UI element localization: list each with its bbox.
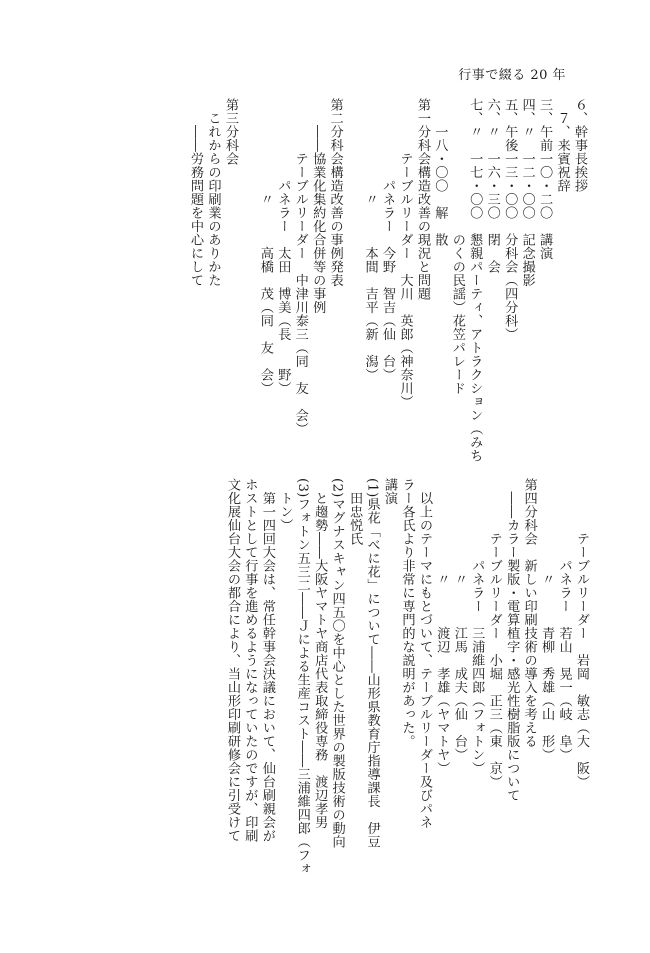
text-line: 第四分科会 新しい印刷技術の導入を考える xyxy=(521,478,537,748)
text-line: ――労務問題を中心にして xyxy=(188,98,204,287)
text-line: 五、午後一三・〇〇 分科会（四分科） xyxy=(502,98,518,341)
text-line xyxy=(239,98,256,468)
text-line: テーブルリーダー 中津川泰三（同 友 会） xyxy=(292,98,308,436)
text-line: パネラー 若山 晃一（岐 阜） xyxy=(556,478,572,762)
text-line: 第一四回大会は、常任幹事会決議において、仙台刷親会が xyxy=(259,478,275,843)
text-line: 六、〃 一六・三〇 閉 会 xyxy=(484,98,500,274)
text-line: パネラー 太田 博美（長 野） xyxy=(275,98,291,395)
text-line: 第二分科会構造改善の事例発表 xyxy=(327,98,343,287)
text-line: パネラー 三浦維四郎（フォトン） xyxy=(469,478,485,775)
text-line: これからの印刷業のありかた xyxy=(205,98,221,287)
lower-text-block xyxy=(223,478,590,876)
text-line: ――カラー製版・電算植字・感光性樹脂版について xyxy=(504,478,520,802)
text-line: 文化展仙台大会の都合により、当山形印刷研修会に引受けて xyxy=(224,478,240,843)
text-line: のくの民謡）花笠パレード xyxy=(449,98,465,395)
text-line: 講演 xyxy=(382,478,398,505)
text-line: 一八・〇〇 解 散 xyxy=(432,98,448,247)
text-line: トン） xyxy=(277,478,293,532)
running-header: 行事で綴る 20 年 xyxy=(458,68,566,83)
text-line: 田忠悦氏 xyxy=(347,478,363,546)
text-line: 第三分科会 xyxy=(222,98,238,166)
text-line: (3)フォトン五三二――Ｊによる生産コスト――三浦維四郎（フォ xyxy=(294,478,310,876)
text-line: ホストとして行事を進めるようになっていたのですが、印刷 xyxy=(242,478,258,843)
text-line: 〃 渡辺 孝雄（ヤマトヤ） xyxy=(434,478,450,775)
text-line: ――協業化集約化合併等の事例 xyxy=(310,98,326,314)
text-line: ラー各氏より非常に専門的な説明があった。 xyxy=(399,478,415,748)
text-line: 第一分科会構造改善の現況と問題 xyxy=(414,98,430,301)
text-line xyxy=(344,98,361,468)
text-line: ６、幹事長挨拶 xyxy=(572,98,587,193)
text-line: 〃 青柳 秀雄（山 形） xyxy=(539,478,555,762)
text-line: パネラー 今野 智吉（仙 台） xyxy=(380,98,396,382)
text-line: ７、来賓祝辞 xyxy=(554,98,570,193)
text-line: 四、〃 一二・〇〇 記念撮影 xyxy=(519,98,535,287)
text-line: 〃 江馬 成夫（仙 台） xyxy=(451,478,467,762)
text-line: (1)県花「べに花」について――山形県教育庁指導課長 伊豆 xyxy=(364,478,380,849)
text-line: 〃 本間 吉平（新 潟） xyxy=(362,98,378,382)
text-line: 三、午前一〇・二〇 講演 xyxy=(537,98,553,260)
text-line: 〃 高橋 茂（同 友 会） xyxy=(257,98,273,395)
upper-text-block xyxy=(187,98,588,468)
text-line: テーブルリーダー 岩岡 敏志（大 阪） xyxy=(574,478,589,789)
text-line: (2)マグナスキャン四五〇を中心とした世界の製版技術の動向 xyxy=(329,478,345,849)
text-line: テーブルリーダー 小堀 正三（東 京） xyxy=(486,478,502,789)
text-line: 七、〃 一七・〇〇 懇親パーティ、アトラクション（みち xyxy=(467,98,483,463)
text-line: 以上のテーマにもとづいて、テーブルリーダー及びパネ xyxy=(416,478,432,829)
text-line: と趨勢――大阪ヤマトヤ商店代表取締役専務 渡辺孝男 xyxy=(312,478,328,829)
text-line: テーブルリーダー 大川 英郎（神奈川） xyxy=(397,98,413,409)
